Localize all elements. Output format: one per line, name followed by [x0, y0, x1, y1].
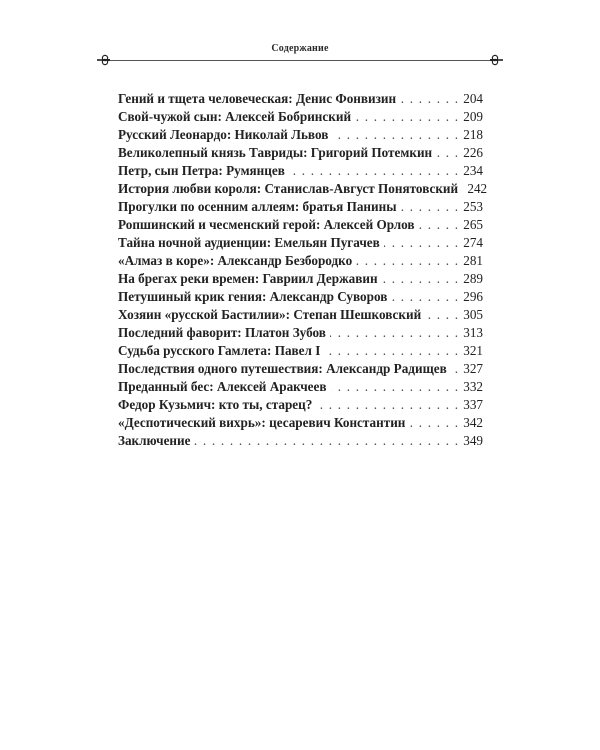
- toc-entry-page: 234: [463, 163, 483, 178]
- toc-entry-title: На брегах реки времен: Гавриил Державин: [118, 271, 378, 286]
- toc-entry[interactable]: [118, 324, 483, 342]
- toc-entry-page: 226: [463, 145, 483, 160]
- toc-entry[interactable]: [118, 198, 483, 216]
- header-rule: [110, 60, 490, 61]
- toc-entry-page: 204: [463, 91, 483, 106]
- toc-entry-title: Ропшинский и чесменский герой: Алексей Орлов: [118, 217, 415, 232]
- dot-leader: [400, 90, 458, 108]
- toc-entry-title: Хозяин «русской Бастилии»: Степан Шешковский: [118, 307, 422, 322]
- toc-entry-title: Прогулки по осенним аллеям: братья Панины: [118, 199, 397, 214]
- toc-entry[interactable]: [118, 288, 483, 306]
- toc-entry-page: 289: [463, 271, 483, 286]
- toc-entry-page: 327: [463, 361, 483, 376]
- toc-entry-title: История любви короля: Станислав-Август Понятовский: [118, 181, 459, 196]
- dot-leader: [194, 432, 458, 450]
- toc-entry[interactable]: [118, 126, 483, 144]
- toc-entry-page: 274: [463, 235, 483, 250]
- dot-leader: [356, 252, 458, 270]
- toc-entry-title: Русский Леонардо: Николай Львов: [118, 127, 329, 142]
- toc-entry[interactable]: [118, 342, 483, 360]
- dot-leader: [436, 144, 458, 162]
- toc-entry-page: 296: [463, 289, 483, 304]
- table-of-contents: [118, 90, 488, 450]
- dot-leader: [331, 378, 458, 396]
- dot-leader: [332, 126, 458, 144]
- toc-entry-page: 349: [463, 433, 483, 448]
- toc-entry[interactable]: [118, 144, 483, 162]
- toc-entry-title: Федор Кузьмич: кто ты, старец?: [118, 397, 313, 412]
- toc-entry[interactable]: [118, 234, 483, 252]
- dot-leader: [419, 216, 458, 234]
- toc-entry-title: Великолепный князь Тавриды: Григорий Потемкин: [118, 145, 433, 160]
- toc-entry-title: Тайна ночной аудиенции: Емельян Пугачев: [118, 235, 380, 250]
- dot-leader: [330, 324, 458, 342]
- toc-entry-page: 281: [463, 253, 483, 268]
- toc-entry-title: Гений и тщета человеческая: Денис Фонвизин: [118, 91, 397, 106]
- toc-entry[interactable]: [118, 108, 483, 126]
- toc-entry-page: 209: [463, 109, 483, 124]
- toc-entry-page: 265: [463, 217, 483, 232]
- toc-entry-title: Петр, сын Петра: Румянцев: [118, 163, 285, 178]
- toc-entry-page: 321: [463, 343, 483, 358]
- dot-leader: [425, 306, 458, 324]
- toc-entry-title: Петушиный крик гения: Александр Суворов: [118, 289, 388, 304]
- dot-leader: [316, 396, 458, 414]
- toc-entry-page: 218: [463, 127, 483, 142]
- toc-entry-page: 305: [463, 307, 483, 322]
- dot-leader: [401, 198, 458, 216]
- toc-entry-title: «Алмаз в коре»: Александр Безбородко: [118, 253, 353, 268]
- page-header: [96, 43, 504, 67]
- toc-entry-page: 342: [463, 415, 483, 430]
- toc-entry[interactable]: [118, 252, 483, 270]
- toc-entry[interactable]: [118, 162, 483, 180]
- dot-leader: [391, 288, 458, 306]
- toc-entry[interactable]: [118, 270, 483, 288]
- toc-entry-title: Последствия одного путешествия: Александр Радищев: [118, 361, 447, 376]
- fleuron-right-icon: [488, 54, 504, 66]
- toc-entry-title: Преданный бес: Алексей Аракчеев: [118, 379, 327, 394]
- dot-leader: [451, 360, 458, 378]
- toc-entry[interactable]: [118, 216, 483, 234]
- dot-leader: [289, 162, 458, 180]
- dot-leader: [355, 108, 458, 126]
- toc-entry-title: Заключение: [118, 433, 191, 448]
- running-title: Содержание: [271, 43, 329, 54]
- toc-entry-page: 242: [467, 181, 488, 196]
- dot-leader: [324, 342, 458, 360]
- toc-entry[interactable]: [118, 90, 483, 108]
- toc-entry[interactable]: [118, 360, 483, 378]
- toc-entry[interactable]: [118, 396, 483, 414]
- toc-entry-page: 332: [463, 379, 483, 394]
- toc-entry-title: Последний фаворит: Платон Зубов: [118, 325, 326, 340]
- dot-leader: [409, 414, 458, 432]
- toc-entry[interactable]: [118, 414, 483, 432]
- toc-entry-page: 253: [463, 199, 483, 214]
- toc-entry[interactable]: [118, 306, 483, 324]
- toc-entry-title: Судьба русского Гамлета: Павел I: [118, 343, 321, 358]
- dot-leader: [384, 234, 458, 252]
- dot-leader: [382, 270, 458, 288]
- toc-entry-title: Свой-чужой сын: Алексей Бобринский: [118, 109, 352, 124]
- toc-entry[interactable]: [118, 180, 488, 198]
- toc-entry-page: 337: [463, 397, 483, 412]
- toc-entry[interactable]: [118, 378, 483, 396]
- toc-entry-title: «Деспотический вихрь»: цесаревич Константин: [118, 415, 406, 430]
- toc-entry[interactable]: [118, 432, 483, 450]
- toc-entry-page: 313: [463, 325, 483, 340]
